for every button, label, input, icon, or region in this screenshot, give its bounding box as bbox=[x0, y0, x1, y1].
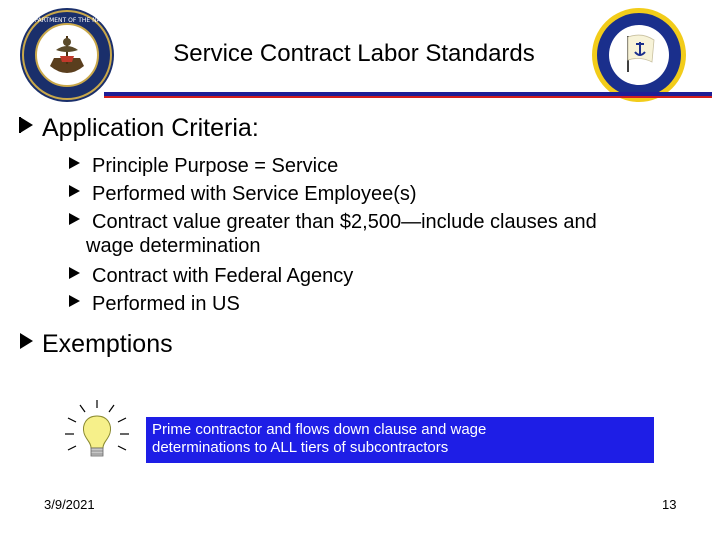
bullet-application-criteria bbox=[18, 114, 259, 143]
callout-line-1: Prime contractor and flows down clause and wage bbox=[152, 421, 487, 438]
bullet-text: Performed with Service Employee(s) bbox=[92, 183, 417, 205]
footer-date: 3/9/2021 bbox=[44, 497, 95, 512]
bullet-service-employee bbox=[68, 182, 417, 206]
callout-line-2: determinations to ALL tiers of subcontractors bbox=[152, 439, 449, 456]
slide-title: Service Contract Labor Standards bbox=[173, 40, 535, 67]
bullet-text: Application Criteria: bbox=[42, 114, 259, 142]
arrow-bullet-icon bbox=[68, 154, 86, 172]
arrow-bullet-icon bbox=[18, 330, 36, 352]
bullet-principle-purpose bbox=[68, 154, 338, 178]
svg-text:DEPARTMENT OF THE NAVY: DEPARTMENT OF THE NAVY bbox=[25, 17, 109, 24]
navy-seal-icon bbox=[18, 6, 116, 104]
bullet-contract-value bbox=[68, 210, 597, 234]
title-rule-accent bbox=[104, 96, 712, 98]
bullet-text: Contract value greater than $2,500—include clauses and bbox=[92, 211, 597, 233]
bullet-performed-in-us bbox=[68, 292, 240, 316]
bullet-exemptions bbox=[18, 330, 173, 359]
bullet-federal-agency bbox=[68, 264, 353, 288]
arrow-bullet-icon bbox=[68, 264, 86, 282]
arrow-bullet-icon bbox=[68, 292, 86, 310]
bullet-text: Exemptions bbox=[42, 330, 173, 358]
arrow-bullet-icon bbox=[18, 114, 36, 136]
bullet-text: Contract with Federal Agency bbox=[92, 265, 354, 287]
page-number: 13 bbox=[662, 497, 677, 512]
navy-flag-seal-icon bbox=[590, 6, 688, 104]
bullet-contract-value-continued: wage determination bbox=[86, 235, 261, 257]
lightbulb-icon bbox=[62, 398, 132, 468]
arrow-bullet-icon bbox=[68, 182, 86, 200]
arrow-bullet-icon bbox=[68, 210, 86, 228]
bullet-text: Principle Purpose = Service bbox=[92, 155, 339, 177]
callout-box bbox=[146, 417, 654, 463]
bullet-text: Performed in US bbox=[92, 293, 240, 315]
